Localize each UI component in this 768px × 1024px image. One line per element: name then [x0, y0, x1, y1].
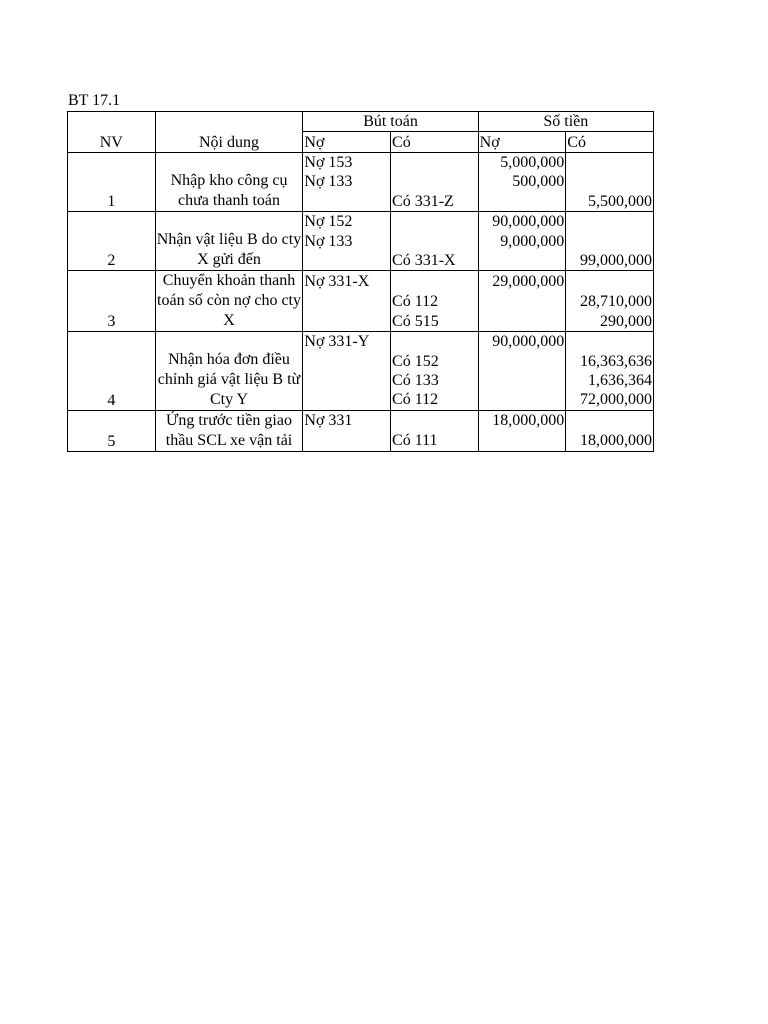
debit-account — [303, 251, 391, 271]
journal-table — [67, 111, 654, 452]
credit-amount — [566, 271, 654, 292]
header-row-1 — [68, 112, 654, 132]
header-noi-dung: Nội dung — [155, 112, 303, 153]
credit-amount: 16,363,636 — [566, 352, 654, 371]
debit-amount — [478, 251, 566, 271]
debit-amount: 5,000,000 — [478, 152, 566, 172]
transaction-description: Chuyển khoản thanh toán số còn nợ cho cty X — [155, 271, 303, 332]
transaction-number: 1 — [68, 152, 156, 211]
debit-account: Nợ 153 — [303, 152, 391, 172]
transaction-description: Nhận hóa đơn điều chỉnh giá vật liệu B từ Cty Y — [155, 332, 303, 411]
credit-account — [391, 172, 479, 191]
credit-amount — [566, 152, 654, 172]
debit-account — [303, 291, 391, 311]
header-no: Nợ — [303, 132, 391, 152]
debit-account: Nợ 331 — [303, 410, 391, 431]
credit-account: Có 133 — [391, 371, 479, 390]
credit-amount: 5,500,000 — [566, 192, 654, 212]
transaction-number: 2 — [68, 211, 156, 270]
credit-amount — [566, 231, 654, 250]
transaction-description: Ứng trước tiền giao thầu SCL xe vận tải — [155, 410, 303, 451]
credit-amount — [566, 211, 654, 231]
debit-account — [303, 371, 391, 390]
debit-account — [303, 431, 391, 452]
credit-account: Có 111 — [391, 431, 479, 452]
debit-amount — [478, 291, 566, 311]
credit-amount: 290,000 — [566, 311, 654, 332]
credit-account: Có 515 — [391, 311, 479, 332]
transaction-number: 5 — [68, 410, 156, 451]
debit-amount: 500,000 — [478, 172, 566, 191]
debit-account — [303, 390, 391, 410]
transaction-description: Nhập kho công cụ chưa thanh toán — [155, 152, 303, 211]
credit-account — [391, 332, 479, 352]
header-so-tien: Số tiền — [478, 112, 653, 132]
debit-account — [303, 192, 391, 212]
credit-amount: 1,636,364 — [566, 371, 654, 390]
credit-amount — [566, 410, 654, 431]
credit-account: Có 152 — [391, 352, 479, 371]
journal-line — [68, 152, 654, 172]
credit-account: Có 331-X — [391, 251, 479, 271]
debit-amount — [478, 390, 566, 410]
credit-account — [391, 410, 479, 431]
debit-amount: 90,000,000 — [478, 211, 566, 231]
transaction-number: 3 — [68, 271, 156, 332]
credit-amount: 99,000,000 — [566, 251, 654, 271]
debit-amount — [478, 311, 566, 332]
header-so-tien-no: Nợ — [478, 132, 566, 152]
exercise-title: BT 17.1 — [68, 92, 121, 109]
debit-amount — [478, 192, 566, 212]
credit-account — [391, 211, 479, 231]
transaction-description: Nhận vật liệu B do cty X gửi đến — [155, 211, 303, 270]
credit-amount: 72,000,000 — [566, 390, 654, 410]
debit-account: Nợ 133 — [303, 231, 391, 250]
debit-amount — [478, 371, 566, 390]
debit-account: Nợ 331-Y — [303, 332, 391, 352]
transaction-number: 4 — [68, 332, 156, 411]
debit-amount: 90,000,000 — [478, 332, 566, 352]
credit-amount: 18,000,000 — [566, 431, 654, 452]
credit-account — [391, 271, 479, 292]
header-nv: NV — [68, 112, 156, 153]
header-co: Có — [391, 132, 479, 152]
debit-amount: 18,000,000 — [478, 410, 566, 431]
credit-account — [391, 231, 479, 250]
debit-account — [303, 352, 391, 371]
journal-line — [68, 271, 654, 292]
credit-amount: 28,710,000 — [566, 291, 654, 311]
debit-account: Nợ 331-X — [303, 271, 391, 292]
debit-account: Nợ 152 — [303, 211, 391, 231]
debit-amount: 9,000,000 — [478, 231, 566, 250]
journal-line — [68, 211, 654, 231]
credit-account — [391, 152, 479, 172]
debit-amount: 29,000,000 — [478, 271, 566, 292]
header-so-tien-co: Có — [566, 132, 654, 152]
debit-account: Nợ 133 — [303, 172, 391, 191]
credit-amount — [566, 332, 654, 352]
journal-line — [68, 410, 654, 431]
debit-account — [303, 311, 391, 332]
header-but-toan: Bút toán — [303, 112, 478, 132]
credit-account: Có 331-Z — [391, 192, 479, 212]
credit-amount — [566, 172, 654, 191]
credit-account: Có 112 — [391, 291, 479, 311]
journal-line — [68, 332, 654, 352]
credit-account: Có 112 — [391, 390, 479, 410]
debit-amount — [478, 352, 566, 371]
debit-amount — [478, 431, 566, 452]
